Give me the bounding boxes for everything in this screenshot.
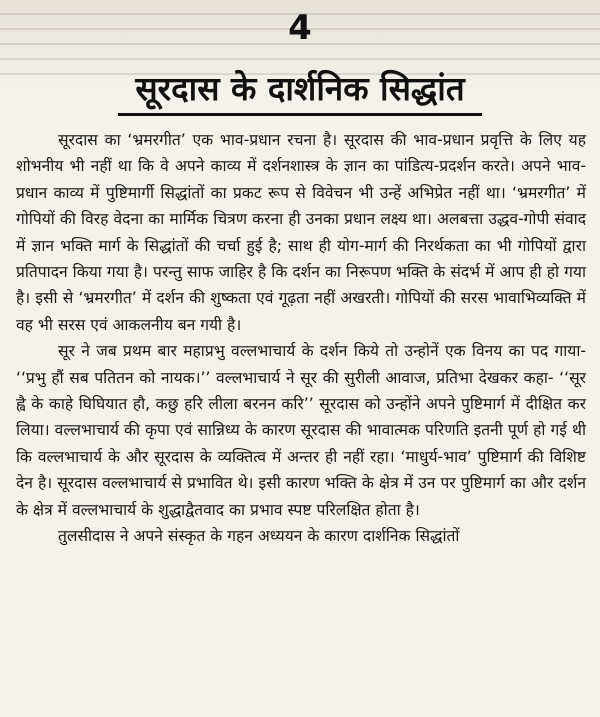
paragraph: सूरदास का ‘भ्रमरगीत’ एक भाव-प्रधान रचना है। सूरदास की भाव-प्रधान प्रवृत्ति के लिए यह शोभनीय भी नहीं था कि वे अपने काव्य में दर्शनशास्त्र के ज्ञान का पांडित्य-प्रदर्शन करते। अपने भाव-प्रधान काव्य में पुष्टिमार्गी सिद्धांतों का प्रकट रूप से विवेचन भी उन्हें अभिप्रेत नहीं था। ‘भ्रमरगीत’ में गोपियों की विरह वेदना का मार्मिक चित्रण करना ही उनका प्रधान लक्ष्य था। अलबत्ता उद्धव-गोपी संवाद में ज्ञान भक्ति मार्ग के सिद्धांतों की चर्चा हुई है; साथ ही योग-मार्ग की निरर्थकता का भी गोपियों द्वारा प्रतिपादन किया गया है। परन्तु साफ जाहिर है कि दर्शन का निरूपण भक्ति के संदर्भ में आप ही हो गया है। इसी से ‘भ्रमरगीत’ में दर्शन की शुष्कता एवं गूढ़ता नहीं अखरती। गोपियों की सरस भावाभिव्यक्ति में वह भी सरस एवं आकलनीय बन गयी है।: [16, 131, 586, 334]
title-underline: [118, 113, 482, 116]
chapter-title: सूरदास के दार्शनिक सिद्धांत: [135, 69, 465, 108]
paragraph: तुलसीदास ने अपने संस्कृत के गहन अध्ययन के कारण दार्शनिक सिद्धांतों: [58, 527, 460, 546]
body-text: [16, 127, 586, 550]
chapter-number: 4: [288, 8, 312, 48]
paragraph: सूर ने जब प्रथम बार महाप्रभु वल्लभाचार्य के दर्शन किये तो उन्होनें एक विनय का पद गाया- ‘‘प्रभु हौं सब पतितन को नायक।’’ वल्लभाचार्य ने सूर की सुरीली आवाज, प्रतिभा देखकर कहा- ‘‘सूर ह्वै के काहे घिघियात हौ, कछु हरि लीला बरनन करि’’ सूरदास को उन्होंने अपने पुष्टिमार्ग में दीक्षित कर लिया। वल्लभाचार्य की कृपा एवं सान्निध्य के कारण सूरदास की भावात्मक परिणति इतनी पूर्ण हो गई थी कि वल्लभाचार्य के और सूरदास के व्यक्तित्व में अन्तर ही नहीं रहा। ‘माधुर्य-भाव’ पुष्टिमार्ग की विशिष्ट देन है। सूरदास वल्लभाचार्य से प्रभावित थे। इसी कारण भक्ति के क्षेत्र में उन पर पुष्टिमार्ग का और दर्शन के क्षेत्र में वल्लभाचार्य के शुद्धाद्वैतवाद का प्रभाव स्पष्ट परिलक्षित होता है।: [16, 342, 586, 519]
